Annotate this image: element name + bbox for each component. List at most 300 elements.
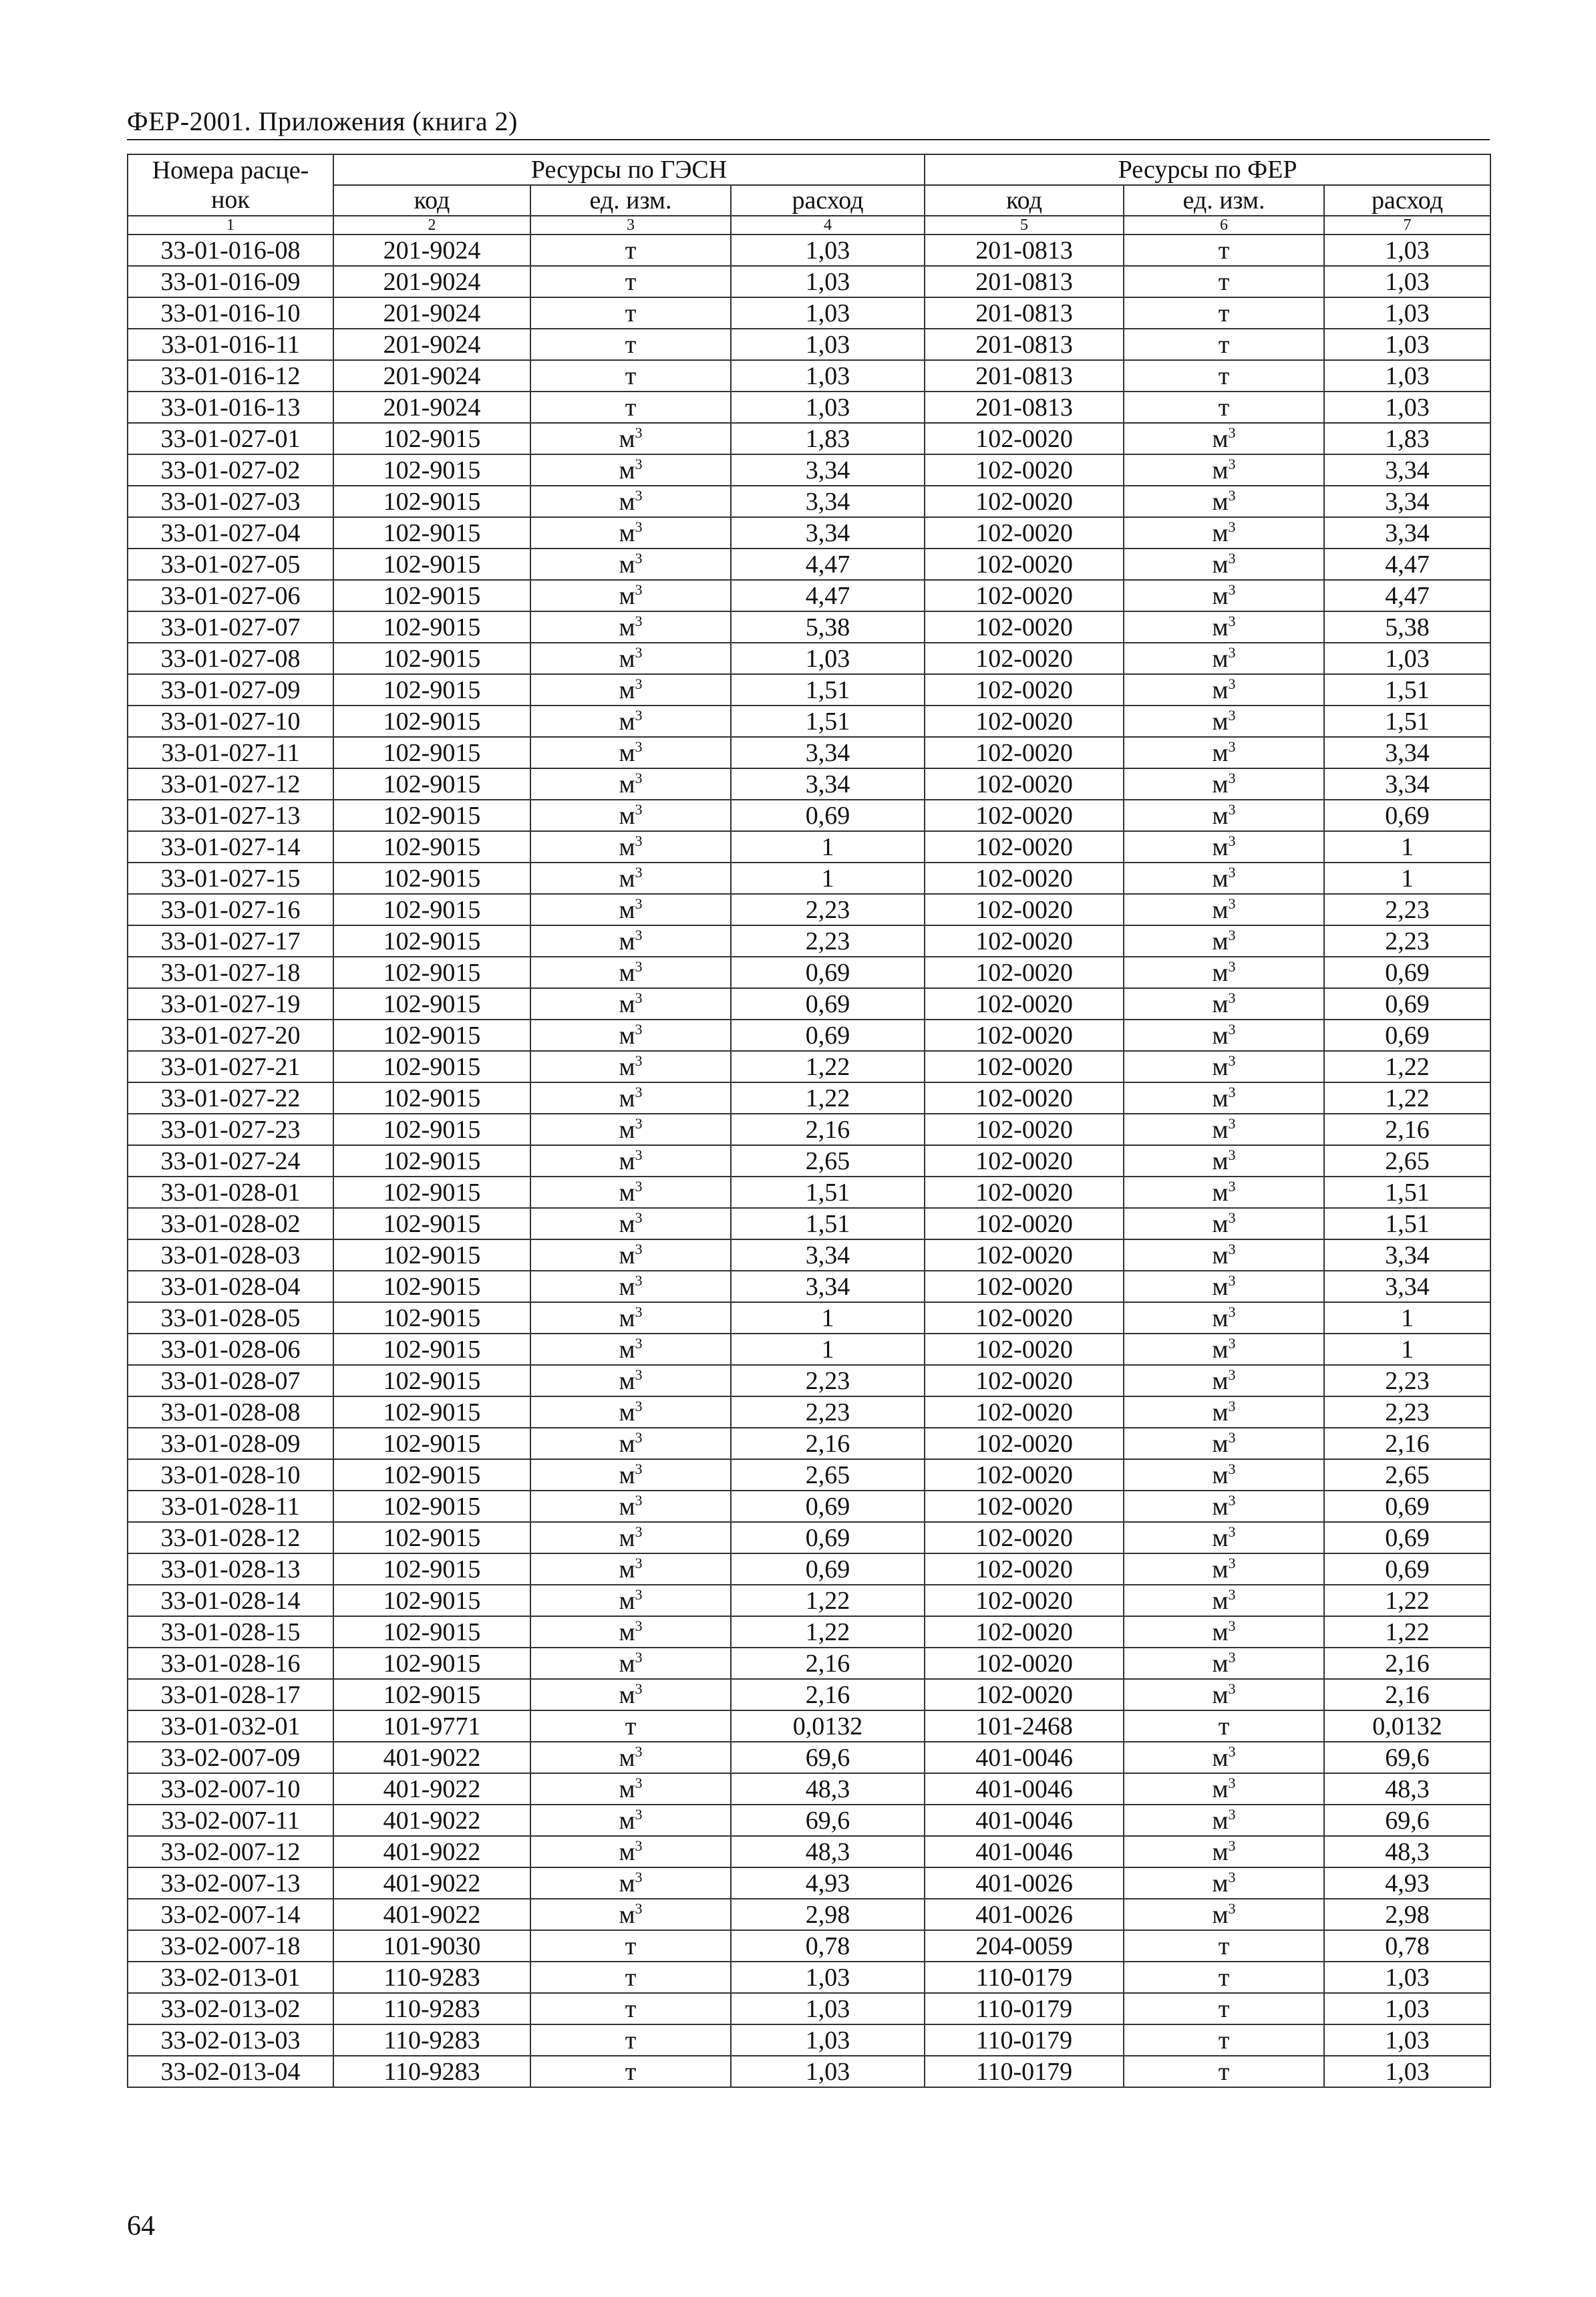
unit-base: м [1212,1241,1229,1269]
gesn-amount-cell: 0,69 [731,1553,925,1585]
unit-exponent: 3 [635,486,643,504]
fer-unit-cell [1124,1428,1324,1459]
unit-exponent: 3 [635,549,643,567]
rate-number-cell: 33-01-027-16 [128,894,333,925]
fer-code-cell: 102-0020 [925,1239,1124,1271]
unit-exponent: 3 [1228,1491,1236,1509]
unit-base: м [619,1680,635,1709]
gesn-amount-cell: 0,69 [731,800,925,831]
unit-base: м [619,1021,635,1050]
fer-amount-cell: 1 [1324,1334,1490,1365]
fer-unit-cell [1124,1805,1324,1836]
fer-code-cell: 102-0020 [925,674,1124,706]
unit-base: м [619,1241,635,1269]
gesn-amount-cell: 1 [731,1334,925,1365]
gesn-unit-cell: т [530,297,731,329]
unit-base: м [1212,456,1229,484]
gesn-unit-cell: т [530,2024,731,2056]
unit-exponent: 3 [1228,1083,1236,1100]
gesn-amount-cell: 3,34 [731,737,925,768]
fer-code-cell: 110-0179 [925,2056,1124,2087]
gesn-unit-cell: т [530,329,731,360]
unit-base: м [619,1115,635,1144]
unit-exponent: 3 [1228,1397,1236,1414]
unit-exponent: 3 [1228,1585,1236,1603]
fer-amount-cell: 1,51 [1324,1208,1490,1239]
fer-amount-cell: 0,69 [1324,1020,1490,1051]
table-row [128,517,1490,549]
table-row [128,1742,1490,1773]
unit-exponent: 3 [1228,1899,1236,1917]
gesn-amount-cell: 1,51 [731,674,925,706]
rate-number-cell: 33-01-027-18 [128,957,333,988]
gesn-code-cell: 102-9015 [333,1334,530,1365]
table-row [128,737,1490,768]
gesn-amount-cell: 0,69 [731,1491,925,1522]
table-row [128,1177,1490,1208]
unit-exponent: 3 [635,895,643,912]
fer-code-cell: 102-0020 [925,706,1124,737]
fer-amount-cell: 3,34 [1324,1239,1490,1271]
gesn-amount-cell: 2,23 [731,1396,925,1428]
fer-code-cell: 110-0179 [925,2024,1124,2056]
unit-base: м [1212,832,1229,861]
rate-number-cell: 33-01-027-12 [128,768,333,800]
unit-base: м [619,1555,635,1583]
fer-unit-cell [1124,706,1324,737]
fer-unit-cell [1124,580,1324,611]
rate-number-cell: 33-01-027-13 [128,800,333,831]
table-row [128,1616,1490,1648]
fer-code-cell: 102-0020 [925,549,1124,580]
fer-unit-cell [1124,423,1324,454]
unit-exponent: 3 [635,424,643,441]
rate-number-cell: 33-02-007-11 [128,1805,333,1836]
fer-amount-cell: 0,0132 [1324,1710,1490,1742]
fer-amount-cell: 1 [1324,1302,1490,1334]
unit-exponent: 3 [1228,832,1236,849]
fer-unit-cell: т [1124,360,1324,392]
fer-resources-header: Ресурсы по ФЕР [925,154,1490,185]
gesn-code-cell: 102-9015 [333,1177,530,1208]
fer-unit-cell: т [1124,1930,1324,1962]
gesn-amount-cell: 2,16 [731,1648,925,1679]
unit-exponent: 3 [635,1837,643,1854]
gesn-unit-cell [530,1585,731,1616]
rate-number-cell: 33-01-016-10 [128,297,333,329]
unit-base: м [619,1837,635,1866]
gesn-unit-cell [530,580,731,611]
unit-base: м [1212,1272,1229,1301]
fer-amount-cell: 2,65 [1324,1459,1490,1491]
fer-amount-cell: 1,03 [1324,1993,1490,2024]
rate-number-cell: 33-01-027-07 [128,611,333,643]
fer-code-cell: 401-0026 [925,1899,1124,1930]
unit-exponent: 3 [1228,581,1236,598]
gesn-unit-cell [530,1867,731,1899]
unit-exponent: 3 [1228,1554,1236,1571]
fer-code-cell: 102-0020 [925,1208,1124,1239]
rate-number-cell: 33-01-027-01 [128,423,333,454]
table-row [128,831,1490,863]
table-row [128,1365,1490,1396]
fer-unit-cell: т [1124,297,1324,329]
gesn-unit-cell [530,1396,731,1428]
unit-exponent: 3 [1228,895,1236,912]
unit-exponent: 3 [635,612,643,629]
gesn-amount-cell: 0,69 [731,1020,925,1051]
unit-base: м [1212,989,1229,1018]
unit-base: м [1212,1618,1229,1646]
gesn-code-cell: 201-9024 [333,297,530,329]
rate-number-cell: 33-02-013-04 [128,2056,333,2087]
fer-amount-cell: 2,16 [1324,1428,1490,1459]
unit-exponent: 3 [1228,989,1236,1006]
unit-exponent: 3 [1228,1742,1236,1760]
unit-base: м [619,644,635,673]
rate-number-cell: 33-01-016-13 [128,392,333,423]
gesn-unit-cell [530,1145,731,1177]
gesn-amount-cell: 48,3 [731,1773,925,1805]
unit-base: м [1212,1335,1229,1364]
fer-amount-cell: 0,69 [1324,957,1490,988]
fer-amount-cell: 3,34 [1324,486,1490,517]
column-header: код [333,185,530,216]
column-number: 7 [1324,216,1490,235]
fer-amount-cell: 1,03 [1324,392,1490,423]
gesn-unit-cell [530,1773,731,1805]
table-row [128,800,1490,831]
gesn-code-cell: 110-9283 [333,2024,530,2056]
fer-amount-cell: 2,98 [1324,1899,1490,1930]
unit-base: м [1212,958,1229,987]
table-row [128,1208,1490,1239]
unit-exponent: 3 [1228,926,1236,943]
fer-amount-cell: 69,6 [1324,1742,1490,1773]
column-header: расход [1324,185,1490,216]
gesn-unit-cell [530,1082,731,1114]
gesn-unit-cell [530,1553,731,1585]
fer-amount-cell: 1,83 [1324,423,1490,454]
gesn-amount-cell: 2,16 [731,1679,925,1710]
column-header: ед. изм. [1124,185,1324,216]
table-row [128,1051,1490,1082]
unit-base: м [1212,1869,1229,1897]
unit-base: м [619,518,635,547]
unit-exponent: 3 [635,1805,643,1823]
unit-base: м [1212,1146,1229,1175]
rate-number-cell: 33-02-007-10 [128,1773,333,1805]
fer-code-cell: 102-0020 [925,894,1124,925]
gesn-code-cell: 102-9015 [333,1208,530,1239]
fer-unit-cell [1124,1051,1324,1082]
gesn-amount-cell: 2,98 [731,1899,925,1930]
unit-exponent: 3 [1228,675,1236,692]
gesn-code-cell: 102-9015 [333,768,530,800]
rate-number-cell: 33-01-028-08 [128,1396,333,1428]
gesn-unit-cell [530,800,731,831]
gesn-amount-cell: 3,34 [731,517,925,549]
unit-base: м [1212,1209,1229,1238]
gesn-amount-cell: 0,69 [731,988,925,1020]
rate-number-cell: 33-01-028-07 [128,1365,333,1396]
rate-number-cell: 33-02-013-01 [128,1962,333,1993]
fer-unit-cell [1124,1396,1324,1428]
unit-exponent: 3 [1228,1523,1236,1540]
gesn-unit-cell [530,925,731,957]
table-row [128,549,1490,580]
fer-unit-cell [1124,957,1324,988]
gesn-amount-cell: 1 [731,1302,925,1334]
gesn-code-cell: 102-9015 [333,1679,530,1710]
fer-code-cell: 102-0020 [925,517,1124,549]
unit-exponent: 3 [635,1303,643,1320]
fer-amount-cell: 1,51 [1324,706,1490,737]
fer-unit-cell: т [1124,2024,1324,2056]
fer-code-cell: 102-0020 [925,1428,1124,1459]
gesn-amount-cell: 2,23 [731,894,925,925]
unit-exponent: 3 [635,1271,643,1289]
fer-amount-cell: 1,22 [1324,1082,1490,1114]
unit-base: м [1212,1586,1229,1615]
fer-unit-cell [1124,517,1324,549]
rate-number-cell: 33-01-028-12 [128,1522,333,1553]
table-row [128,423,1490,454]
rate-number-cell: 33-01-027-17 [128,925,333,957]
gesn-unit-cell [530,1239,731,1271]
unit-exponent: 3 [635,1742,643,1760]
unit-base: м [619,424,635,453]
gesn-code-cell: 102-9015 [333,863,530,894]
unit-exponent: 3 [635,1868,643,1885]
fer-unit-cell: т [1124,266,1324,297]
unit-base: м [1212,1052,1229,1081]
unit-base: м [619,1272,635,1301]
fer-code-cell: 401-0046 [925,1836,1124,1867]
fer-unit-cell [1124,1616,1324,1648]
unit-exponent: 3 [635,1020,643,1038]
gesn-code-cell: 102-9015 [333,643,530,674]
unit-exponent: 3 [635,1554,643,1571]
unit-base: м [1212,738,1229,767]
rate-number-cell: 33-01-028-04 [128,1271,333,1302]
unit-base: м [1212,675,1229,704]
table-row [128,925,1490,957]
table-row [128,454,1490,486]
table-row [128,1773,1490,1805]
table-row [128,1271,1490,1302]
gesn-amount-cell: 1,51 [731,1208,925,1239]
gesn-unit-cell [530,1208,731,1239]
gesn-code-cell: 102-9015 [333,1459,530,1491]
unit-base: м [619,1900,635,1929]
gesn-code-cell: 102-9015 [333,1271,530,1302]
gesn-amount-cell: 48,3 [731,1836,925,1867]
table-row [128,1114,1490,1145]
fer-unit-cell: т [1124,392,1324,423]
gesn-amount-cell: 3,34 [731,768,925,800]
rate-number-cell: 33-02-007-13 [128,1867,333,1899]
unit-base: м [619,1178,635,1207]
fer-code-cell: 102-0020 [925,1585,1124,1616]
unit-exponent: 3 [1228,549,1236,567]
gesn-unit-cell [530,1114,731,1145]
gesn-code-cell: 102-9015 [333,925,530,957]
fer-code-cell: 102-0020 [925,1396,1124,1428]
fer-code-cell: 201-0813 [925,266,1124,297]
fer-unit-cell [1124,1459,1324,1491]
fer-code-cell: 102-0020 [925,454,1124,486]
gesn-unit-cell [530,1522,731,1553]
gesn-code-cell: 102-9015 [333,1491,530,1522]
rate-number-cell: 33-01-027-06 [128,580,333,611]
unit-exponent: 3 [1228,1837,1236,1854]
fer-unit-cell [1124,800,1324,831]
table-row [128,768,1490,800]
gesn-unit-cell [530,863,731,894]
unit-exponent: 3 [635,455,643,472]
unit-exponent: 3 [635,1899,643,1917]
fer-unit-cell [1124,1585,1324,1616]
gesn-amount-cell: 4,93 [731,1867,925,1899]
unit-base: м [619,1304,635,1332]
unit-base: м [1212,1366,1229,1395]
unit-base: м [1212,1115,1229,1144]
gesn-amount-cell: 4,47 [731,580,925,611]
unit-exponent: 3 [635,1334,643,1352]
fer-amount-cell: 48,3 [1324,1836,1490,1867]
table-row [128,1962,1490,1993]
rate-number-cell: 33-01-032-01 [128,1710,333,1742]
rate-number-cell: 33-01-027-05 [128,549,333,580]
fer-code-cell: 102-0020 [925,1491,1124,1522]
gesn-amount-cell: 3,34 [731,1239,925,1271]
gesn-code-cell: 401-9022 [333,1773,530,1805]
table-row [128,1491,1490,1522]
fer-code-cell: 102-0020 [925,925,1124,957]
fer-amount-cell: 3,34 [1324,517,1490,549]
fer-amount-cell: 1,03 [1324,2056,1490,2087]
table-row [128,1930,1490,1962]
gesn-amount-cell: 0,0132 [731,1710,925,1742]
unit-base: м [1212,1178,1229,1207]
column-number: 1 [128,216,333,235]
unit-exponent: 3 [635,1114,643,1132]
unit-exponent: 3 [635,1460,643,1477]
unit-exponent: 3 [635,1428,643,1446]
unit-base: м [619,958,635,987]
fer-amount-cell: 3,34 [1324,768,1490,800]
unit-base: м [619,1429,635,1458]
rate-number-cell: 33-01-028-17 [128,1679,333,1710]
fer-amount-cell: 1,03 [1324,1962,1490,1993]
unit-exponent: 3 [1228,769,1236,786]
unit-base: м [1212,1775,1229,1803]
fer-amount-cell: 2,23 [1324,894,1490,925]
gesn-amount-cell: 0,69 [731,1522,925,1553]
unit-exponent: 3 [1228,1303,1236,1320]
unit-base: м [619,1492,635,1521]
unit-base: м [1212,1398,1229,1426]
gesn-code-cell: 401-9022 [333,1836,530,1867]
column-header: код [925,185,1124,216]
fer-code-cell: 102-0020 [925,643,1124,674]
fer-amount-cell: 0,69 [1324,1491,1490,1522]
unit-base: м [1212,581,1229,610]
table-row [128,1993,1490,2024]
resources-table [127,154,1491,2088]
unit-exponent: 3 [635,989,643,1006]
rate-number-cell: 33-01-027-02 [128,454,333,486]
unit-exponent: 3 [635,1397,643,1414]
unit-exponent: 3 [635,1648,643,1666]
unit-base: м [1212,1492,1229,1521]
gesn-code-cell: 401-9022 [333,1867,530,1899]
gesn-amount-cell: 3,34 [731,1271,925,1302]
fer-unit-cell [1124,768,1324,800]
column-number: 3 [530,216,731,235]
fer-amount-cell: 2,23 [1324,1396,1490,1428]
table-row [128,1710,1490,1742]
gesn-code-cell: 110-9283 [333,1993,530,2024]
table-row [128,894,1490,925]
gesn-code-cell: 401-9022 [333,1742,530,1773]
gesn-unit-cell [530,1334,731,1365]
unit-base: м [619,550,635,579]
fer-unit-cell [1124,988,1324,1020]
rate-number-cell: 33-02-007-14 [128,1899,333,1930]
fer-amount-cell: 2,65 [1324,1145,1490,1177]
rate-number-cell: 33-02-007-18 [128,1930,333,1962]
fer-amount-cell: 1,03 [1324,643,1490,674]
gesn-unit-cell [530,454,731,486]
gesn-code-cell: 201-9024 [333,329,530,360]
gesn-code-cell: 102-9015 [333,1082,530,1114]
gesn-unit-cell [530,1679,731,1710]
gesn-unit-cell [530,957,731,988]
fer-code-cell: 102-0020 [925,831,1124,863]
fer-code-cell: 102-0020 [925,957,1124,988]
unit-exponent: 3 [1228,1617,1236,1634]
table-row [128,2056,1490,2087]
table-row [128,1553,1490,1585]
fer-code-cell: 401-0046 [925,1805,1124,1836]
unit-base: м [619,1586,635,1615]
unit-exponent: 3 [635,706,643,724]
unit-exponent: 3 [1228,706,1236,724]
unit-base: м [1212,1304,1229,1332]
fer-code-cell: 110-0179 [925,1993,1124,2024]
fer-unit-cell [1124,1522,1324,1553]
unit-exponent: 3 [635,926,643,943]
fer-unit-cell [1124,894,1324,925]
fer-unit-cell [1124,1145,1324,1177]
gesn-unit-cell [530,549,731,580]
fer-code-cell: 102-0020 [925,1302,1124,1334]
unit-base: м [619,1366,635,1395]
fer-code-cell: 102-0020 [925,1522,1124,1553]
rate-number-cell: 33-01-027-19 [128,988,333,1020]
gesn-unit-cell [530,706,731,737]
fer-amount-cell: 1,51 [1324,674,1490,706]
table-row [128,1459,1490,1491]
unit-exponent: 3 [635,518,643,535]
table-row [128,1867,1490,1899]
gesn-code-cell: 102-9015 [333,831,530,863]
unit-base: м [1212,707,1229,736]
unit-base: м [619,864,635,893]
gesn-amount-cell: 1,03 [731,1962,925,1993]
